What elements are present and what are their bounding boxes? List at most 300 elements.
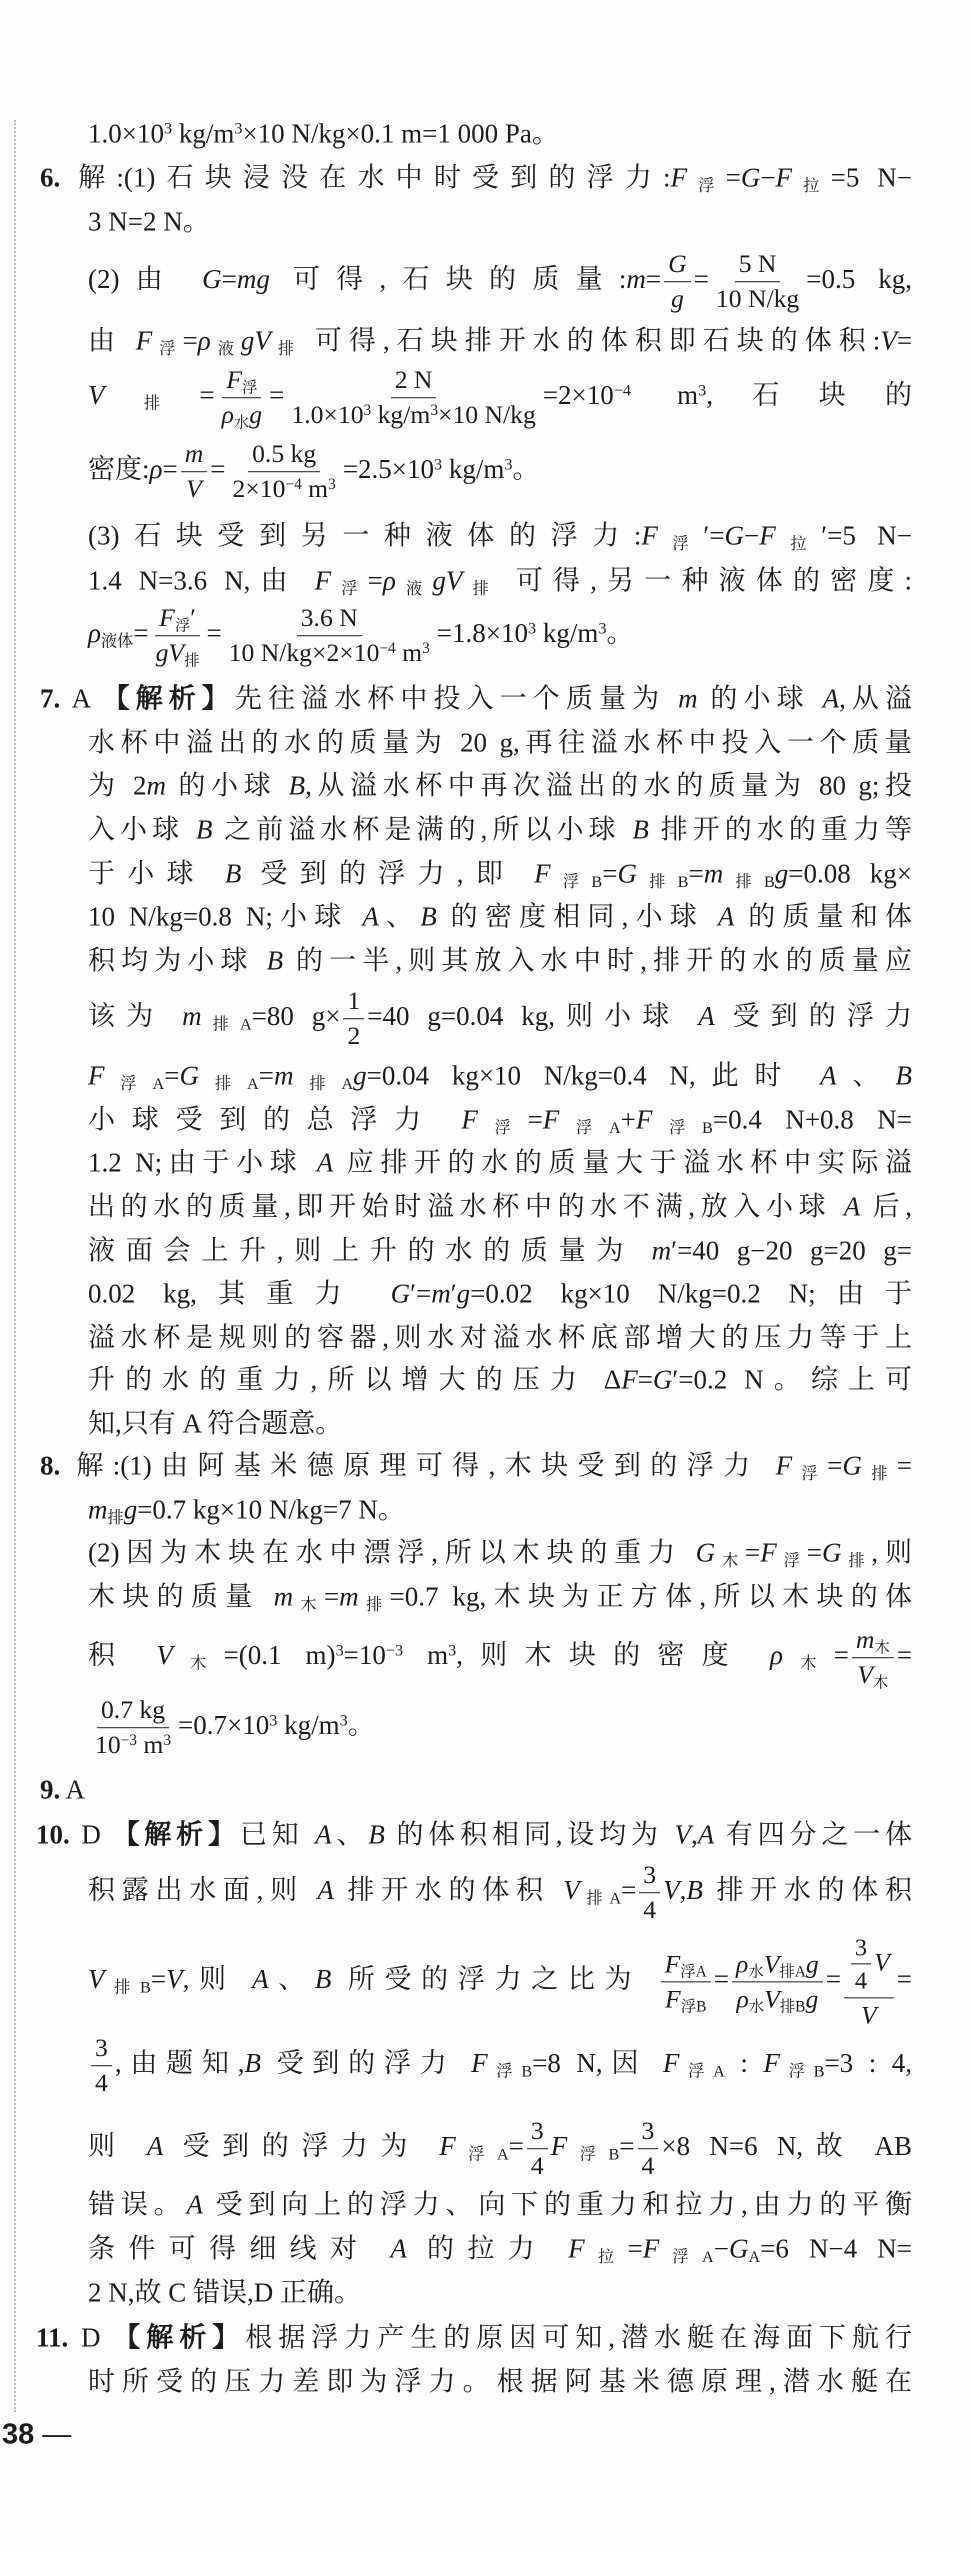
variable: G bbox=[842, 1450, 862, 1481]
text-run: = bbox=[323, 1581, 340, 1612]
text-run: kg/m bbox=[371, 400, 431, 429]
text-run: − bbox=[744, 520, 760, 551]
fraction-numerator bbox=[638, 2116, 659, 2149]
text-line bbox=[88, 1320, 912, 1355]
fraction-denominator bbox=[527, 2149, 548, 2182]
text-run: 。 bbox=[512, 454, 540, 485]
text-run: =3 : 4, bbox=[824, 2048, 913, 2079]
text-line bbox=[88, 1145, 912, 1180]
text-run: ′= bbox=[410, 1278, 432, 1309]
variable: F bbox=[664, 1949, 681, 1979]
variable: F bbox=[88, 1060, 105, 1091]
text-run: = bbox=[162, 454, 178, 485]
fraction-numerator bbox=[639, 1860, 660, 1893]
text-run: 升的水的重力,所以增大的压力 Δ bbox=[88, 1364, 622, 1395]
text-run: 液面会上升,则上升的水的质量为 bbox=[88, 1235, 652, 1266]
variable: A bbox=[697, 1819, 715, 1850]
fraction bbox=[225, 603, 434, 669]
variable: A bbox=[820, 1060, 837, 1091]
subscript: 水 bbox=[748, 1963, 764, 1981]
text-run: ,则木块的密度 bbox=[456, 1640, 770, 1671]
text-line bbox=[88, 1625, 912, 1691]
variable: m bbox=[273, 1060, 294, 1091]
text-run: m bbox=[631, 380, 699, 411]
text-run: 受到的浮力为 bbox=[163, 2131, 440, 2162]
text-line bbox=[88, 943, 912, 978]
fraction bbox=[343, 986, 364, 1052]
variable: G bbox=[728, 2233, 749, 2264]
bold-label: 11. bbox=[36, 2322, 69, 2353]
text-run: 4 bbox=[530, 2151, 544, 2180]
fraction bbox=[852, 1625, 894, 1691]
text-run: ′ bbox=[450, 1278, 457, 1309]
text-run: − bbox=[760, 162, 776, 193]
text-run: ,从溢水杯中再次溢出的水的质量为 80 g;投 bbox=[305, 770, 912, 801]
text-run: = bbox=[896, 1450, 913, 1481]
text-line bbox=[88, 1860, 912, 1926]
variable: gV bbox=[155, 638, 185, 667]
text-run: 3 N=2 N。 bbox=[88, 206, 210, 237]
subscript: 浮B bbox=[680, 1998, 707, 2016]
variable: G bbox=[668, 249, 687, 279]
text-line bbox=[88, 2364, 912, 2399]
superscript: 3 bbox=[328, 475, 336, 493]
variable: A bbox=[146, 2131, 164, 2162]
text-run: (3)石块受到另一种液体的浮力: bbox=[88, 520, 642, 551]
text-run: 。 bbox=[347, 1710, 375, 1741]
fraction-denominator bbox=[287, 398, 539, 431]
variable: ρ bbox=[769, 1640, 783, 1671]
text-run: 、 bbox=[378, 901, 421, 932]
text-run: 3 bbox=[641, 2116, 655, 2146]
variable: B bbox=[420, 901, 437, 932]
text-run: = bbox=[896, 1964, 913, 1995]
subscript: 浮A bbox=[680, 1963, 707, 1981]
variable: V bbox=[88, 1964, 105, 1995]
text-run: 解:(1)石块浸没在水中时受到的浮力: bbox=[60, 162, 671, 193]
text-run: =(0.1 m) bbox=[223, 1640, 336, 1671]
subscript: 排 bbox=[107, 1508, 124, 1527]
fraction-denominator bbox=[667, 282, 688, 315]
bold-label: 9. bbox=[40, 1774, 61, 1805]
superscript: 3 bbox=[528, 619, 537, 638]
variable: V bbox=[857, 1660, 873, 1689]
text-run: 1 bbox=[347, 986, 361, 1016]
variable: V bbox=[874, 1947, 890, 1977]
text-run: 解:(1)由阿基米德原理可得,木块受到的浮力 bbox=[60, 1450, 776, 1481]
text-run: kg/m bbox=[536, 618, 599, 649]
text-run: ×10 N/kg bbox=[438, 400, 536, 429]
fraction bbox=[732, 1949, 823, 2015]
text-run: = bbox=[210, 454, 226, 485]
subscript: 浮A bbox=[559, 1118, 621, 1137]
text-line bbox=[40, 160, 912, 195]
text-run: = bbox=[133, 618, 149, 649]
text-run: =0.5 kg, bbox=[806, 264, 912, 295]
text-run: 10 N/kg bbox=[715, 284, 800, 313]
text-run: =0.08 kg× bbox=[788, 858, 913, 889]
text-run: 积均为小球 bbox=[88, 945, 267, 976]
variable: B bbox=[368, 1819, 385, 1850]
superscript: 3 bbox=[430, 401, 439, 419]
text-run: D bbox=[69, 1819, 113, 1850]
variable: V bbox=[763, 1949, 780, 1979]
superscript: 3 bbox=[504, 455, 513, 474]
fraction-numerator bbox=[248, 439, 320, 472]
text-run: 可得,另一种液体的密度: bbox=[498, 565, 913, 596]
variable: G bbox=[724, 520, 745, 551]
variable: g bbox=[123, 1494, 138, 1525]
variable: V bbox=[861, 1999, 877, 2029]
subscript: 排 bbox=[104, 394, 200, 413]
fraction bbox=[181, 439, 208, 505]
text-line bbox=[88, 249, 912, 315]
text-run: m bbox=[137, 1730, 164, 1759]
fraction bbox=[91, 1695, 175, 1761]
text-run: = bbox=[527, 1104, 543, 1135]
variable: V bbox=[156, 1640, 173, 1671]
text-run: 4 bbox=[854, 1967, 868, 1995]
text-run: 10 bbox=[95, 1730, 121, 1759]
bold-label: 7. bbox=[40, 683, 61, 714]
subscript: 浮 bbox=[657, 534, 704, 553]
text-run: m bbox=[395, 638, 423, 667]
subscript: 排 bbox=[184, 652, 200, 670]
text-run: 有四分之一体 bbox=[714, 1819, 913, 1850]
text-run: 3 bbox=[530, 2116, 544, 2146]
text-run: = bbox=[713, 1964, 730, 1995]
text-run: 受到的浮力 bbox=[714, 1001, 912, 1032]
fraction-numerator bbox=[851, 1933, 871, 1964]
text-run: 1.2 N;由于小球 bbox=[88, 1147, 317, 1178]
text-run: m bbox=[403, 1640, 449, 1671]
text-run: , bbox=[679, 1875, 687, 1906]
text-run: + bbox=[620, 1104, 636, 1135]
text-run: 3 bbox=[643, 1860, 657, 1890]
subscript: 浮B bbox=[652, 1118, 713, 1137]
subscript: 排 bbox=[462, 579, 499, 598]
variable: m bbox=[678, 683, 698, 714]
text-line bbox=[88, 2033, 912, 2099]
variable: V bbox=[186, 474, 202, 503]
text-run: 1.4 N=3.6 N,由 bbox=[88, 565, 315, 596]
variable: ρ bbox=[149, 454, 163, 485]
subscript: 浮B bbox=[550, 872, 603, 891]
text-run: 2×10 bbox=[232, 474, 286, 503]
text-line bbox=[88, 1492, 912, 1527]
text-line bbox=[88, 1276, 912, 1311]
variable: F bbox=[568, 2233, 585, 2264]
text-run: 受到向上的浮力、向下的重力和拉力,由力的平衡 bbox=[203, 2189, 913, 2220]
variable: g bbox=[456, 1278, 471, 1309]
superscript: −4 bbox=[613, 381, 632, 400]
fraction-denominator bbox=[638, 2149, 659, 2182]
fraction-denominator bbox=[225, 636, 434, 669]
subscript: A bbox=[748, 2247, 761, 2266]
text-run: = bbox=[182, 325, 198, 356]
variable: m bbox=[651, 1235, 672, 1266]
text-run: = bbox=[725, 162, 741, 193]
text-run: ′=40 g−20 g=20 g= bbox=[671, 1235, 912, 1266]
subscript: 液 bbox=[210, 339, 241, 358]
text-run: = bbox=[825, 1964, 841, 1995]
bold-label: 【解析】 bbox=[112, 1819, 240, 1850]
text-run: 条件可得细线对 bbox=[88, 2233, 391, 2264]
variable: F bbox=[542, 1104, 560, 1135]
text-line bbox=[88, 603, 912, 669]
text-line bbox=[88, 2116, 912, 2182]
text-line bbox=[88, 1058, 912, 1093]
text-line bbox=[88, 1406, 912, 1441]
fraction bbox=[844, 1933, 894, 2030]
fraction bbox=[851, 1933, 871, 1996]
fraction-numerator bbox=[97, 1695, 169, 1728]
subscript: 排 bbox=[358, 1595, 390, 1614]
variable: G bbox=[652, 1364, 673, 1395]
fraction-numerator bbox=[91, 2033, 112, 2066]
text-run: 小球受到的总浮力 bbox=[88, 1104, 462, 1135]
text-run: 的质量和体 bbox=[734, 901, 913, 932]
text-run: 1.0×10 bbox=[291, 400, 364, 429]
variable: A bbox=[822, 683, 840, 714]
fraction-numerator bbox=[844, 1933, 894, 1998]
text-run: = bbox=[199, 380, 215, 411]
text-run: 密度: bbox=[88, 454, 150, 485]
fraction-numerator bbox=[732, 1949, 823, 1982]
text-run: 由 bbox=[88, 325, 136, 356]
text-run: 可得,石块排开水的体积即石块的体积: bbox=[301, 325, 881, 356]
subscript: 排A bbox=[198, 1074, 259, 1093]
subscript: 木 bbox=[293, 1595, 324, 1614]
text-line bbox=[88, 812, 912, 847]
text-run: ×10 N/kg×0.1 m=1 000 Pa。 bbox=[242, 118, 559, 149]
variable: V bbox=[674, 1819, 691, 1850]
subscript: 浮A bbox=[679, 2062, 725, 2081]
variable: F bbox=[550, 2131, 568, 2162]
fraction bbox=[712, 249, 803, 315]
text-run: =5 N− bbox=[830, 162, 913, 193]
subscript: 排A bbox=[201, 1015, 252, 1034]
text-run: : bbox=[724, 2048, 764, 2079]
variable: m bbox=[182, 1001, 202, 1032]
subscript: 浮B bbox=[779, 2062, 825, 2081]
superscript: 3 bbox=[339, 1711, 348, 1730]
variable: ρ bbox=[88, 618, 101, 649]
subscript: 排B bbox=[779, 1998, 806, 2016]
variable: A bbox=[717, 901, 735, 932]
variable: F bbox=[775, 1450, 793, 1481]
superscript: 3 bbox=[363, 401, 372, 419]
text-run: 排开水的体积 bbox=[702, 1875, 913, 1906]
text-run: 10 N/kg×2×10 bbox=[228, 638, 380, 667]
page-number: 38 bbox=[2, 2418, 35, 2451]
text-run: , bbox=[690, 1819, 698, 1850]
variable: F bbox=[314, 565, 332, 596]
text-line bbox=[40, 1772, 912, 1807]
subscript: 液体 bbox=[100, 632, 134, 651]
variable: V bbox=[166, 1964, 183, 1995]
subscript: 水 bbox=[748, 1998, 765, 2016]
text-run: 排开水的体积 bbox=[333, 1875, 564, 1906]
text-run: 受到的浮力,即 bbox=[241, 858, 535, 889]
text-run: ,石块的 bbox=[706, 380, 912, 411]
text-run: =0.7 kg×10 N/kg=7 N。 bbox=[137, 1494, 405, 1525]
text-run: = bbox=[806, 1537, 822, 1568]
fraction-denominator bbox=[712, 282, 803, 315]
variable: F bbox=[642, 2233, 660, 2264]
fraction bbox=[639, 1860, 660, 1926]
text-run: =8 N,因 bbox=[532, 2048, 663, 2079]
text-run: kg/m bbox=[277, 1710, 340, 1741]
text-run: =0.4 N+0.8 N= bbox=[712, 1104, 913, 1135]
superscript: −3 bbox=[385, 1641, 404, 1660]
fraction-numerator bbox=[735, 249, 781, 282]
variable: m bbox=[146, 770, 166, 801]
text-run: ,从溢 bbox=[839, 683, 913, 714]
text-run: = bbox=[621, 1875, 637, 1906]
subscript: 排A bbox=[579, 1889, 622, 1908]
text-run: 的一半,则其放入水中时,排开的水的质量应 bbox=[283, 945, 913, 976]
subscript: 浮 bbox=[792, 1464, 828, 1483]
text-run: = bbox=[221, 264, 237, 295]
text-run: 2 bbox=[347, 1021, 361, 1050]
subscript: 木 bbox=[172, 1654, 224, 1673]
text-run: 2 N bbox=[394, 365, 433, 395]
fraction-numerator bbox=[181, 439, 208, 472]
fraction-denominator bbox=[228, 472, 339, 505]
fraction-numerator bbox=[661, 1949, 711, 1982]
subscript: 排 bbox=[861, 1464, 897, 1483]
fraction-numerator bbox=[222, 365, 261, 398]
fraction-denominator bbox=[661, 1982, 710, 2015]
fraction-denominator bbox=[152, 636, 204, 669]
text-run: (2)由 bbox=[88, 264, 203, 295]
fraction bbox=[152, 603, 204, 669]
fraction bbox=[664, 249, 691, 315]
text-run: =0.7 kg,木块为正方体,所以木块的体 bbox=[389, 1581, 913, 1612]
text-run: =2.5×10 bbox=[342, 454, 435, 485]
subscript: 拉 bbox=[792, 176, 831, 195]
text-line bbox=[88, 1933, 912, 2030]
fraction-denominator bbox=[853, 1658, 892, 1691]
variable: g bbox=[249, 400, 263, 429]
text-run: 1.0×10 bbox=[88, 118, 164, 149]
text-run: ′=0.2 N。综上可 bbox=[672, 1364, 912, 1395]
text-line bbox=[40, 681, 912, 716]
text-line bbox=[88, 116, 912, 151]
variable: m bbox=[88, 1494, 108, 1525]
variable: mg bbox=[236, 264, 270, 295]
superscript: 3 bbox=[163, 119, 173, 138]
text-run: = bbox=[688, 858, 704, 889]
text-run: 0.7 kg bbox=[100, 1695, 166, 1725]
text-run: 则 bbox=[88, 2131, 147, 2162]
subscript: 水 bbox=[233, 414, 250, 432]
superscript: 3 bbox=[234, 119, 243, 138]
text-run: 知,只有 A 符合题意。 bbox=[88, 1408, 343, 1439]
subscript: 浮 bbox=[687, 176, 726, 195]
text-line bbox=[88, 1102, 912, 1137]
text-run: ′=5 N− bbox=[821, 520, 913, 551]
text-line bbox=[88, 1362, 912, 1397]
subscript: 排A bbox=[779, 1963, 806, 1981]
text-run: = bbox=[619, 2131, 635, 2162]
subscript: 排 bbox=[270, 339, 302, 358]
variable: F bbox=[670, 162, 687, 193]
text-run: = bbox=[637, 1364, 653, 1395]
subscript: 木 bbox=[782, 1654, 834, 1673]
variable: ρ bbox=[736, 1949, 749, 1979]
text-run: =80 g× bbox=[251, 1001, 341, 1032]
text-run: 4 bbox=[641, 2151, 655, 2180]
subscript: 拉 bbox=[775, 534, 822, 553]
text-run: 先往溢水杯中投入一个质量为 bbox=[234, 683, 679, 714]
text-run: kg/m bbox=[172, 118, 235, 149]
text-line bbox=[88, 856, 912, 891]
variable: A bbox=[315, 1819, 332, 1850]
variable: B bbox=[895, 1060, 912, 1091]
bold-label: 10. bbox=[36, 1819, 70, 1850]
text-run: =6 N−4 N= bbox=[760, 2233, 913, 2264]
text-line bbox=[88, 518, 912, 553]
text-run: 的密度相同,小球 bbox=[436, 901, 718, 932]
text-run: ′ bbox=[190, 603, 196, 633]
fraction bbox=[638, 2116, 659, 2182]
subscript: 浮A bbox=[455, 2145, 509, 2164]
fraction-numerator bbox=[391, 365, 437, 398]
page-footer bbox=[2, 2419, 71, 2452]
variable: F bbox=[534, 858, 551, 889]
subscript: 浮 bbox=[331, 579, 368, 598]
text-line bbox=[40, 1448, 912, 1483]
text-run: = bbox=[508, 2131, 524, 2162]
superscript: −4 bbox=[285, 475, 302, 493]
subscript: 浮B bbox=[567, 2145, 620, 2164]
variable: B bbox=[266, 945, 284, 976]
fraction-denominator bbox=[182, 472, 206, 505]
text-run: = bbox=[827, 1450, 843, 1481]
text-line bbox=[88, 1189, 912, 1224]
variable: G bbox=[179, 1060, 199, 1091]
variable: A bbox=[252, 1964, 269, 1995]
variable: F bbox=[471, 2048, 488, 2079]
text-run: = bbox=[693, 264, 709, 295]
subscript: 浮 bbox=[174, 617, 191, 635]
fraction bbox=[91, 2033, 112, 2099]
variable: A bbox=[390, 2233, 407, 2264]
text-run: ,则 bbox=[182, 1964, 253, 1995]
variable: F bbox=[159, 603, 175, 633]
fraction-denominator bbox=[857, 1998, 881, 2031]
variable: g bbox=[805, 1949, 819, 1979]
superscript: −4 bbox=[379, 639, 396, 657]
text-run: =2×10 bbox=[542, 380, 614, 411]
text-run: 0.02 kg,其重力 bbox=[88, 1278, 391, 1309]
variable: m bbox=[184, 439, 204, 469]
text-run: 溢水杯是规则的容器,则水对溢水杯底部增大的压力等于上 bbox=[88, 1322, 912, 1353]
fraction-numerator bbox=[852, 1625, 894, 1658]
fraction-denominator bbox=[218, 398, 267, 431]
variable: G bbox=[821, 1537, 842, 1568]
text-run: 。 bbox=[606, 618, 634, 649]
text-run: 的小球 bbox=[165, 770, 289, 801]
text-run: 2 N,故 C 错误,D 正确。 bbox=[88, 2277, 362, 2308]
text-run: = bbox=[745, 1537, 761, 1568]
text-run: 出的水的质量,即开始时溢水杯中的水不满,放入小球 bbox=[88, 1191, 844, 1222]
fraction bbox=[218, 365, 267, 431]
variable: g bbox=[805, 1984, 819, 2013]
variable: F bbox=[641, 520, 658, 551]
